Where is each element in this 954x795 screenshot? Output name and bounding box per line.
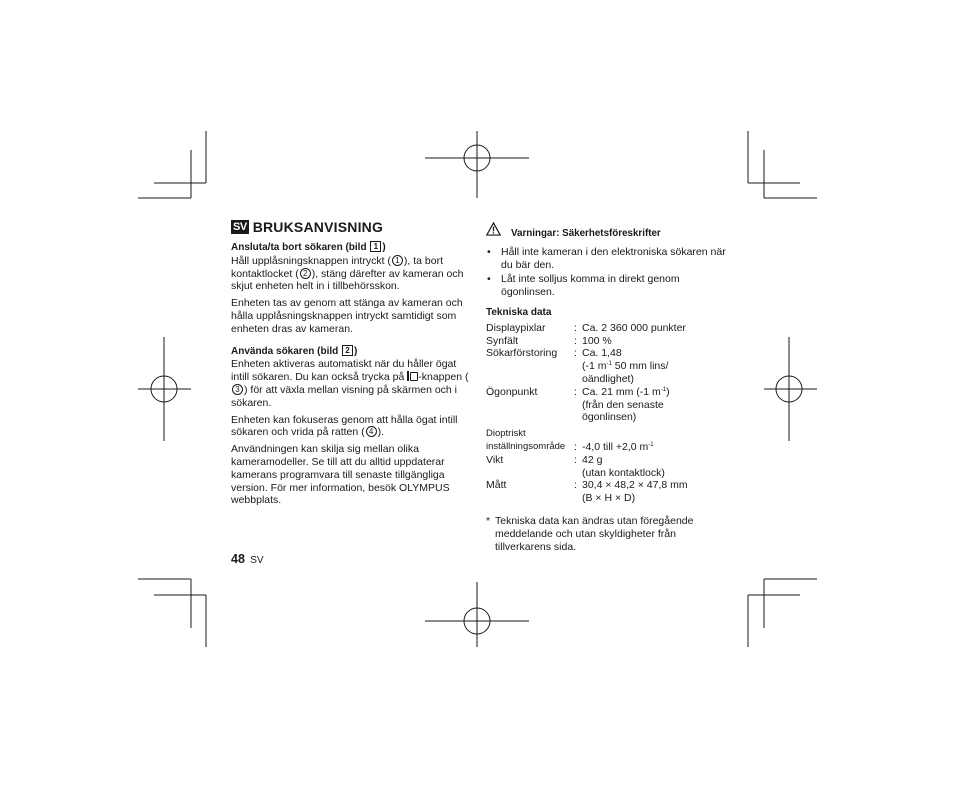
warning-title: Varningar: Säkerhetsföreskrifter	[511, 228, 661, 239]
page-number: 48 SV	[231, 552, 264, 566]
circled-number: 1	[392, 255, 403, 266]
page-title: BRUKSANVISNING	[252, 218, 384, 235]
spec-row: Dioptriskt inställningsområde : -4,0 till +2,0 $m^{-1}$	[486, 428, 654, 453]
language-badge: SV	[233, 221, 247, 233]
spec-row: Sökarförstoring : Ca. 1,48 (-1 $m^{-1}$ 50 mm lins/ oändlighet)	[486, 347, 669, 385]
circled-number: 3	[232, 384, 243, 395]
circled-number: 4	[366, 426, 377, 437]
figure-number-box: 1	[370, 241, 381, 252]
right-column	[486, 226, 726, 553]
figure-number-box: 2	[342, 345, 353, 356]
warning-heading	[486, 226, 726, 241]
compatibility-paragraph: Användningen kan skilja sig mellan olika kameramodeller. Se till att du alltid uppdaterar kamerans programvara till senaste tillgängliga version. För mer information, besök OLYMPUS webbplats.	[231, 443, 450, 507]
spec-row: Vikt : 42 g (utan kontaktlock)	[486, 453, 665, 479]
lcd-evf-button-icon	[407, 371, 418, 381]
page-heading	[231, 220, 471, 234]
activation-paragraph: Enheten aktiveras automatiskt när du håller ögat intill sökaren. Du kan också trycka på -knappen (3 ) för att växla mellan visning på skärmen och i sökaren.	[231, 358, 469, 409]
using-viewfinder-heading: Använda sökaren (bild 2 )	[231, 345, 358, 357]
warning-triangle-icon	[486, 222, 501, 236]
left-column	[231, 220, 471, 511]
attach-paragraph: Håll upplåsningsknappen intryckt ( 1 ), ta bort kontaktlocket ( 2 ), stäng därefter av kameran och skjut enheten helt in i tillbehörsskon.	[231, 254, 464, 293]
list-item: • Låt inte solljus komma in direkt genom ögonlinsen.	[487, 273, 680, 299]
spec-row: Mått : 30,4 × 48,2 × 47,8 mm (B × H × D)	[486, 479, 688, 505]
circled-number: 2	[300, 268, 311, 279]
specs-heading: Tekniska data	[486, 306, 552, 318]
detach-paragraph: Enheten tas av genom att stänga av kameran och hålla upplåsningsknappen intryckt samtidigt som enheten dras av kameran.	[231, 297, 463, 335]
specs-footnote: * Tekniska data kan ändras utan föregående meddelande och utan skyldigheter från tillverkarens sida.	[486, 514, 694, 553]
list-item: • Håll inte kameran i den elektroniska sökaren när du bär den.	[487, 245, 726, 271]
attach-detach-heading: Ansluta/ta bort sökaren (bild 1 )	[231, 242, 386, 253]
spec-row: Synfält : 100 %	[486, 334, 612, 347]
focus-paragraph: Enheten kan fokuseras genom att hålla ögat intill sökaren och vrida på ratten ( 4 ).	[231, 413, 458, 439]
specs-table	[486, 322, 726, 505]
spec-row: Ögonpunkt : Ca. 21 mm (-1 $m^{-1}$) (från den senaste ögonlinsen)	[486, 385, 670, 424]
spec-row: Displaypixlar : Ca. 2 360 000 punkter	[486, 321, 686, 334]
